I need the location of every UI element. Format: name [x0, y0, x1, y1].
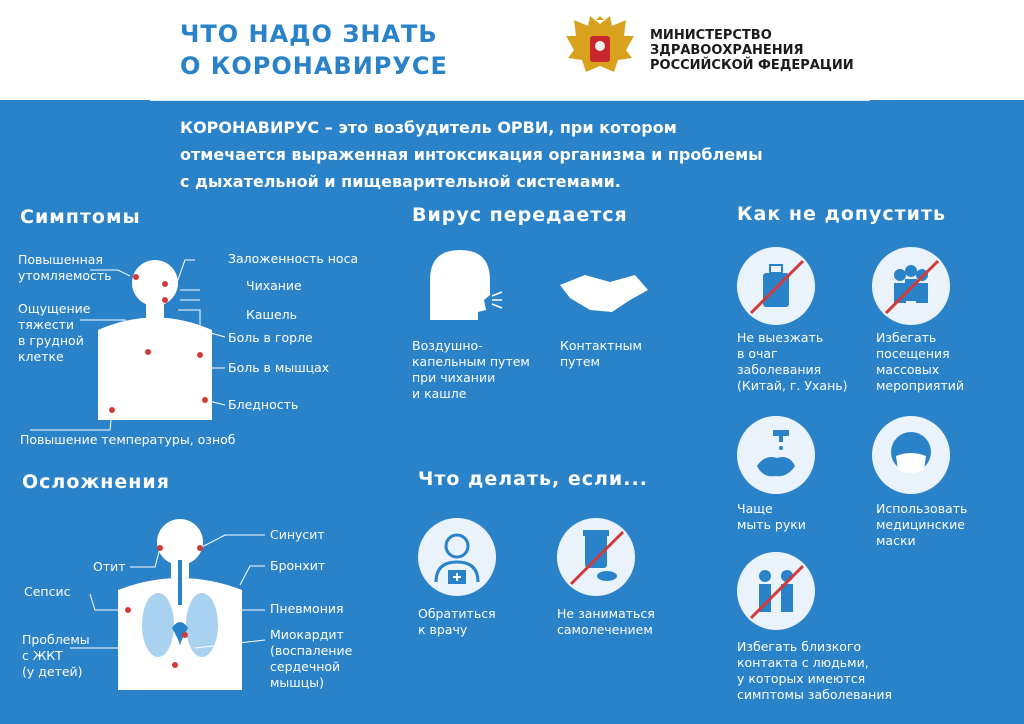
avoid-contact-icon	[737, 552, 815, 630]
symptom-nose: Заложенность носа	[228, 251, 359, 266]
prevent-crowds: Избегать посещения массовых мероприятий	[876, 330, 964, 393]
sneezing-head-icon	[430, 250, 490, 320]
complications-title: Осложнения	[22, 471, 170, 493]
symptoms-title: Симптомы	[20, 206, 141, 228]
complication-otitis: Отит	[93, 559, 126, 574]
complication-bronchitis: Бронхит	[270, 558, 326, 573]
symptoms-body-icon	[98, 260, 212, 420]
symptom-fever: Повышение температуры, озноб	[20, 432, 236, 447]
title-line-1: ЧТО НАДО ЗНАТЬ	[180, 20, 438, 48]
doctor-icon	[418, 518, 496, 596]
wash-hands-icon	[737, 416, 815, 494]
whattodo-noself: Не заниматься самолечением	[557, 606, 655, 637]
intro-line-2: отмечается выраженная интоксикация организма и проблемы	[180, 145, 763, 164]
symptom-throat: Боль в горле	[228, 330, 313, 345]
no-crowds-icon	[872, 247, 950, 325]
prevent-mask: Использовать медицинские маски	[876, 501, 968, 548]
no-self-medication-icon	[557, 518, 635, 596]
symptom-muscles: Боль в мышцах	[228, 360, 330, 375]
complication-pneumonia: Пневмония	[270, 601, 344, 616]
complication-myocarditis: Миокардит (воспаление сердечной мышцы)	[270, 627, 353, 690]
ministry-line-2: ЗДРАВООХРАНЕНИЯ	[650, 43, 804, 58]
handshake-icon	[560, 275, 648, 312]
prevent-wash: Чаще мыть руки	[737, 501, 806, 532]
complication-sinusitis: Синусит	[270, 527, 325, 542]
transmission-airborne: Воздушно- капельным путем при чихании и кашле	[412, 338, 530, 401]
transmission-title: Вирус передается	[412, 204, 628, 226]
symptom-cough: Кашель	[246, 307, 298, 322]
droplets-icon	[492, 292, 502, 308]
whattodo-doctor: Обратиться к врачу	[418, 606, 496, 637]
symptom-fatigue: Повышенная утомляемость	[18, 252, 112, 283]
prevent-travel: Не выезжать в очаг заболевания (Китай, г. Ухань)	[737, 330, 848, 393]
title-line-2: О КОРОНАВИРУСЕ	[180, 52, 448, 80]
transmission-contact: Контактным путем	[560, 338, 642, 369]
complication-sepsis: Сепсис	[24, 584, 71, 599]
intro-line-1: – это возбудитель ОРВИ, при котором	[319, 118, 677, 137]
symptom-chest: Ощущение тяжести в грудной клетке	[18, 301, 91, 364]
symptom-sneeze: Чихание	[246, 278, 302, 293]
no-travel-icon	[737, 247, 815, 325]
mask-icon	[872, 416, 950, 494]
prevent-title: Как не допустить	[737, 203, 947, 225]
whattodo-title: Что делать, если...	[418, 468, 648, 490]
intro-keyword: КОРОНАВИРУС	[180, 118, 320, 137]
prevent-contact: Избегать близкого контакта с людьми, у которых имеются симптомы заболевания	[737, 639, 892, 702]
intro-line-3: с дыхательной и пищеварительной системами.	[180, 172, 621, 191]
complication-gi: Проблемы с ЖКТ (у детей)	[22, 632, 90, 679]
ministry-line-1: МИНИСТЕРСТВО	[650, 28, 772, 43]
symptom-pale: Бледность	[228, 397, 299, 412]
ministry-line-3: РОССИЙСКОЙ ФЕДЕРАЦИИ	[650, 58, 854, 73]
